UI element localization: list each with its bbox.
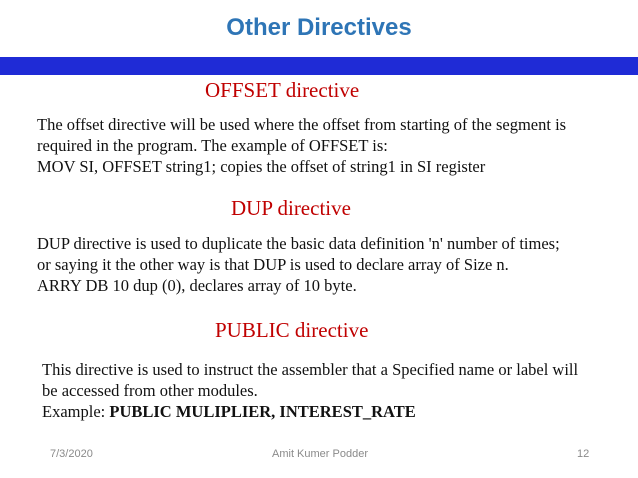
public-line-1: This directive is used to instruct the assembler that a Specified name or label will [42, 360, 579, 379]
dup-heading: DUP directive [231, 196, 351, 220]
example-value: PUBLIC MULIPLIER, INTEREST_RATE [109, 402, 416, 421]
footer-page: 12 [577, 448, 590, 460]
offset-heading: OFFSET directive [205, 78, 360, 102]
public-paragraph [42, 359, 578, 422]
public-example [42, 401, 578, 422]
dup-line-3: ARRY DB 10 dup (0), declares array of 10 byte. [37, 276, 357, 295]
footer-date: 7/3/2020 [50, 448, 93, 460]
offset-paragraph [37, 114, 566, 177]
dup-line-1: DUP directive is used to duplicate the basic data definition 'n' number of times; [37, 234, 560, 253]
dup-paragraph [37, 233, 560, 296]
title-bar [0, 57, 638, 75]
offset-line-2: required in the program. The example of OFFSET is: [37, 136, 388, 155]
public-line-2: be accessed from other modules. [42, 381, 258, 400]
public-heading: PUBLIC directive [215, 318, 369, 342]
footer-author: Amit Kumer Podder [272, 448, 368, 460]
dup-line-2: or saying it the other way is that DUP is used to declare array of Size n. [37, 255, 509, 274]
offset-line-3: MOV SI, OFFSET string1; copies the offset of string1 in SI register [37, 157, 486, 176]
offset-line-1: The offset directive will be used where the offset from starting of the segment is [37, 115, 567, 134]
example-label: Example: [42, 402, 110, 421]
slide-title: Other Directives [226, 14, 412, 41]
